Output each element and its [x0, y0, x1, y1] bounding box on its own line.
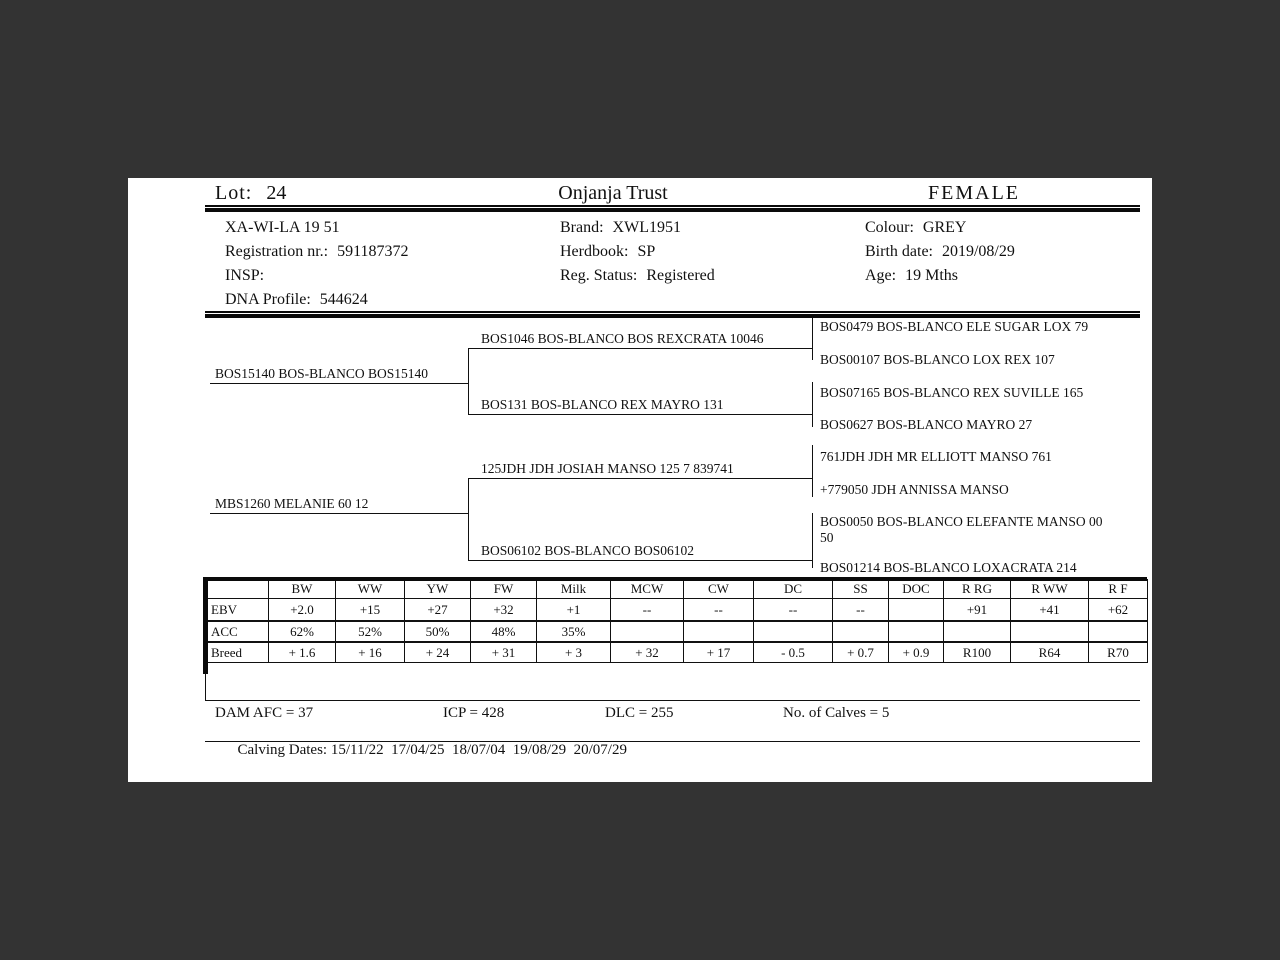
pedigree-line — [468, 414, 812, 415]
dlc-value: DLC = 255 — [605, 705, 674, 721]
table-cell: -- — [754, 599, 833, 622]
column-header: R RG — [944, 580, 1011, 599]
pedigree-bracket — [468, 348, 469, 414]
table-cell: +41 — [1011, 599, 1089, 622]
lot-line — [215, 182, 286, 204]
column-header: WW — [336, 580, 405, 599]
ebv-table-header-row — [206, 580, 1148, 599]
header-divider-rule — [205, 205, 1140, 212]
pedigree-great-grandparent: BOS0627 BOS-BLANCO MAYRO 27 — [820, 417, 1033, 432]
table-row-acc — [206, 621, 1148, 642]
column-header: YW — [405, 580, 471, 599]
table-cell: + 1.6 — [269, 642, 336, 663]
dam-afc-value: DAM AFC = 37 — [215, 705, 314, 721]
table-cell: 48% — [471, 621, 537, 642]
table-cell: 35% — [537, 621, 611, 642]
pedigree-great-grandparent: +779050 JDH ANNISSA MANSO — [820, 482, 1009, 497]
sex-label: FEMALE — [928, 182, 1020, 204]
insp-line — [225, 264, 409, 288]
row-label: Breed — [206, 642, 269, 663]
table-cell — [944, 621, 1011, 642]
table-cell: + 0.7 — [833, 642, 889, 663]
table-cell: - 0.5 — [754, 642, 833, 663]
herdbook-value: SP — [637, 243, 656, 260]
row-label: EBV — [206, 599, 269, 622]
column-header: DOC — [889, 580, 944, 599]
table-cell: + 24 — [405, 642, 471, 663]
icp-value: ICP = 428 — [443, 705, 505, 721]
summary-top-line — [205, 700, 1140, 701]
pedigree-great-grandparent: BOS0479 BOS-BLANCO ELE SUGAR LOX 79 — [820, 319, 1089, 334]
calves-count-value: No. of Calves = 5 — [783, 705, 890, 721]
table-cell: +1 — [537, 599, 611, 622]
table-cell: + 32 — [611, 642, 684, 663]
age-value: 19 Mths — [905, 267, 959, 284]
brand-value: XWL1951 — [612, 219, 681, 236]
column-header: Milk — [537, 580, 611, 599]
calving-dates-line — [215, 723, 627, 777]
column-header: BW — [269, 580, 336, 599]
pedigree-line — [210, 513, 468, 514]
herdbook-label: Herdbook: — [560, 243, 629, 260]
age-label: Age: — [865, 267, 897, 284]
pedigree-sire-dam: BOS131 BOS-BLANCO REX MAYRO 131 — [481, 397, 724, 412]
table-cell: 62% — [269, 621, 336, 642]
dna-profile-line — [225, 288, 409, 312]
table-cell: +32 — [471, 599, 537, 622]
rule-thick-line — [205, 314, 1140, 318]
pedigree-great-grandparent: BOS07165 BOS-BLANCO REX SUVILLE 165 — [820, 385, 1084, 400]
table-row-breed — [206, 642, 1148, 663]
table-cell: + 0.9 — [889, 642, 944, 663]
table-cell — [833, 621, 889, 642]
pedigree-bracket — [812, 445, 813, 497]
table-cell — [684, 621, 754, 642]
pedigree-bracket — [812, 513, 813, 568]
table-cell — [1011, 621, 1089, 642]
pedigree-dam-sire: 125JDH JDH JOSIAH MANSO 125 7 839741 — [481, 461, 734, 476]
rule-thin-line — [205, 205, 1140, 207]
pedigree-line — [210, 383, 468, 384]
table-cell — [611, 621, 684, 642]
table-cell: R70 — [1089, 642, 1148, 663]
table-cell: 52% — [336, 621, 405, 642]
table-cell: +15 — [336, 599, 405, 622]
page-title: Onjanja Trust — [558, 182, 668, 204]
info-column-right — [865, 216, 1015, 288]
table-cell: + 31 — [471, 642, 537, 663]
registration-line — [225, 240, 409, 264]
pedigree-line — [468, 560, 812, 561]
column-header: SS — [833, 580, 889, 599]
info-column-left — [225, 216, 409, 312]
table-cell: +2.0 — [269, 599, 336, 622]
pedigree-sire-sire: BOS1046 BOS-BLANCO BOS REXCRATA 10046 — [481, 331, 764, 346]
dna-profile-label: DNA Profile: — [225, 291, 311, 308]
ebv-table — [205, 579, 1148, 663]
colour-value: GREY — [922, 219, 967, 236]
rule-thin-line — [205, 311, 1140, 313]
table-cell — [889, 621, 944, 642]
row-label: ACC — [206, 621, 269, 642]
table-cell — [1089, 621, 1148, 642]
table-cell: +62 — [1089, 599, 1148, 622]
info-column-middle — [560, 216, 715, 288]
table-cell: +91 — [944, 599, 1011, 622]
birth-date-value: 2019/08/29 — [941, 243, 1015, 260]
pedigree-bracket — [812, 318, 813, 360]
info-divider-rule — [205, 311, 1140, 318]
pedigree-bracket — [812, 382, 813, 427]
animal-name: XA-WI-LA 19 51 — [225, 219, 340, 236]
table-cell: -- — [684, 599, 754, 622]
table-cell — [754, 621, 833, 642]
table-left-heavy-border — [203, 577, 208, 674]
lot-label: Lot: — [215, 182, 253, 204]
pedigree-line — [468, 478, 812, 479]
reg-status-label: Reg. Status: — [560, 267, 638, 284]
column-header: CW — [684, 580, 754, 599]
pedigree-great-grandparent: BOS01214 BOS-BLANCO LOXACRATA 214 — [820, 560, 1077, 575]
brand-label: Brand: — [560, 219, 604, 236]
pedigree-great-grandparent: 761JDH JDH MR ELLIOTT MANSO 761 — [820, 449, 1052, 464]
column-header: R WW — [1011, 580, 1089, 599]
table-cell: 50% — [405, 621, 471, 642]
reg-status-line — [560, 264, 715, 288]
table-row-ebv — [206, 599, 1148, 622]
pedigree-great-grandparent: BOS00107 BOS-BLANCO LOX REX 107 — [820, 352, 1055, 367]
column-header: DC — [754, 580, 833, 599]
colour-label: Colour: — [865, 219, 914, 236]
birth-date-label: Birth date: — [865, 243, 933, 260]
rule-thick-line — [205, 208, 1140, 212]
column-header: MCW — [611, 580, 684, 599]
herdbook-line — [560, 240, 715, 264]
column-header — [206, 580, 269, 599]
table-top-heavy-border — [203, 577, 1147, 581]
registration-label: Registration nr.: — [225, 243, 329, 260]
insp-label: INSP: — [225, 267, 265, 284]
table-cell: -- — [611, 599, 684, 622]
pedigree-dam-dam: BOS06102 BOS-BLANCO BOS06102 — [481, 543, 695, 558]
pedigree-great-grandparent: BOS0050 BOS-BLANCO ELEFANTE MANSO 00 50 — [820, 514, 1103, 545]
column-header: FW — [471, 580, 537, 599]
age-line — [865, 264, 1015, 288]
table-cell: R100 — [944, 642, 1011, 663]
calving-dates-label: Calving Dates: — [237, 742, 328, 758]
pedigree-bracket — [468, 478, 469, 560]
table-cell: + 16 — [336, 642, 405, 663]
left-margin-line — [205, 673, 206, 700]
birth-date-line — [865, 240, 1015, 264]
table-cell: R64 — [1011, 642, 1089, 663]
pedigree-line — [468, 348, 812, 349]
colour-line — [865, 216, 1015, 240]
table-cell: + 3 — [537, 642, 611, 663]
summary-bottom-line — [205, 741, 1140, 742]
document-page — [128, 178, 1152, 782]
brand-line — [560, 216, 715, 240]
registration-value: 591187372 — [337, 243, 409, 260]
table-cell — [889, 599, 944, 622]
pedigree-dam: MBS1260 MELANIE 60 12 — [215, 496, 369, 511]
calving-dates-value: 15/11/22 17/04/25 18/07/04 19/08/29 20/07/29 — [330, 742, 627, 758]
dna-profile-value: 544624 — [319, 291, 368, 308]
table-cell: +27 — [405, 599, 471, 622]
table-cell: -- — [833, 599, 889, 622]
column-header: R F — [1089, 580, 1148, 599]
reg-status-value: Registered — [646, 267, 715, 284]
table-cell: + 17 — [684, 642, 754, 663]
pedigree-sire: BOS15140 BOS-BLANCO BOS15140 — [215, 366, 429, 381]
lot-number: 24 — [266, 182, 287, 204]
